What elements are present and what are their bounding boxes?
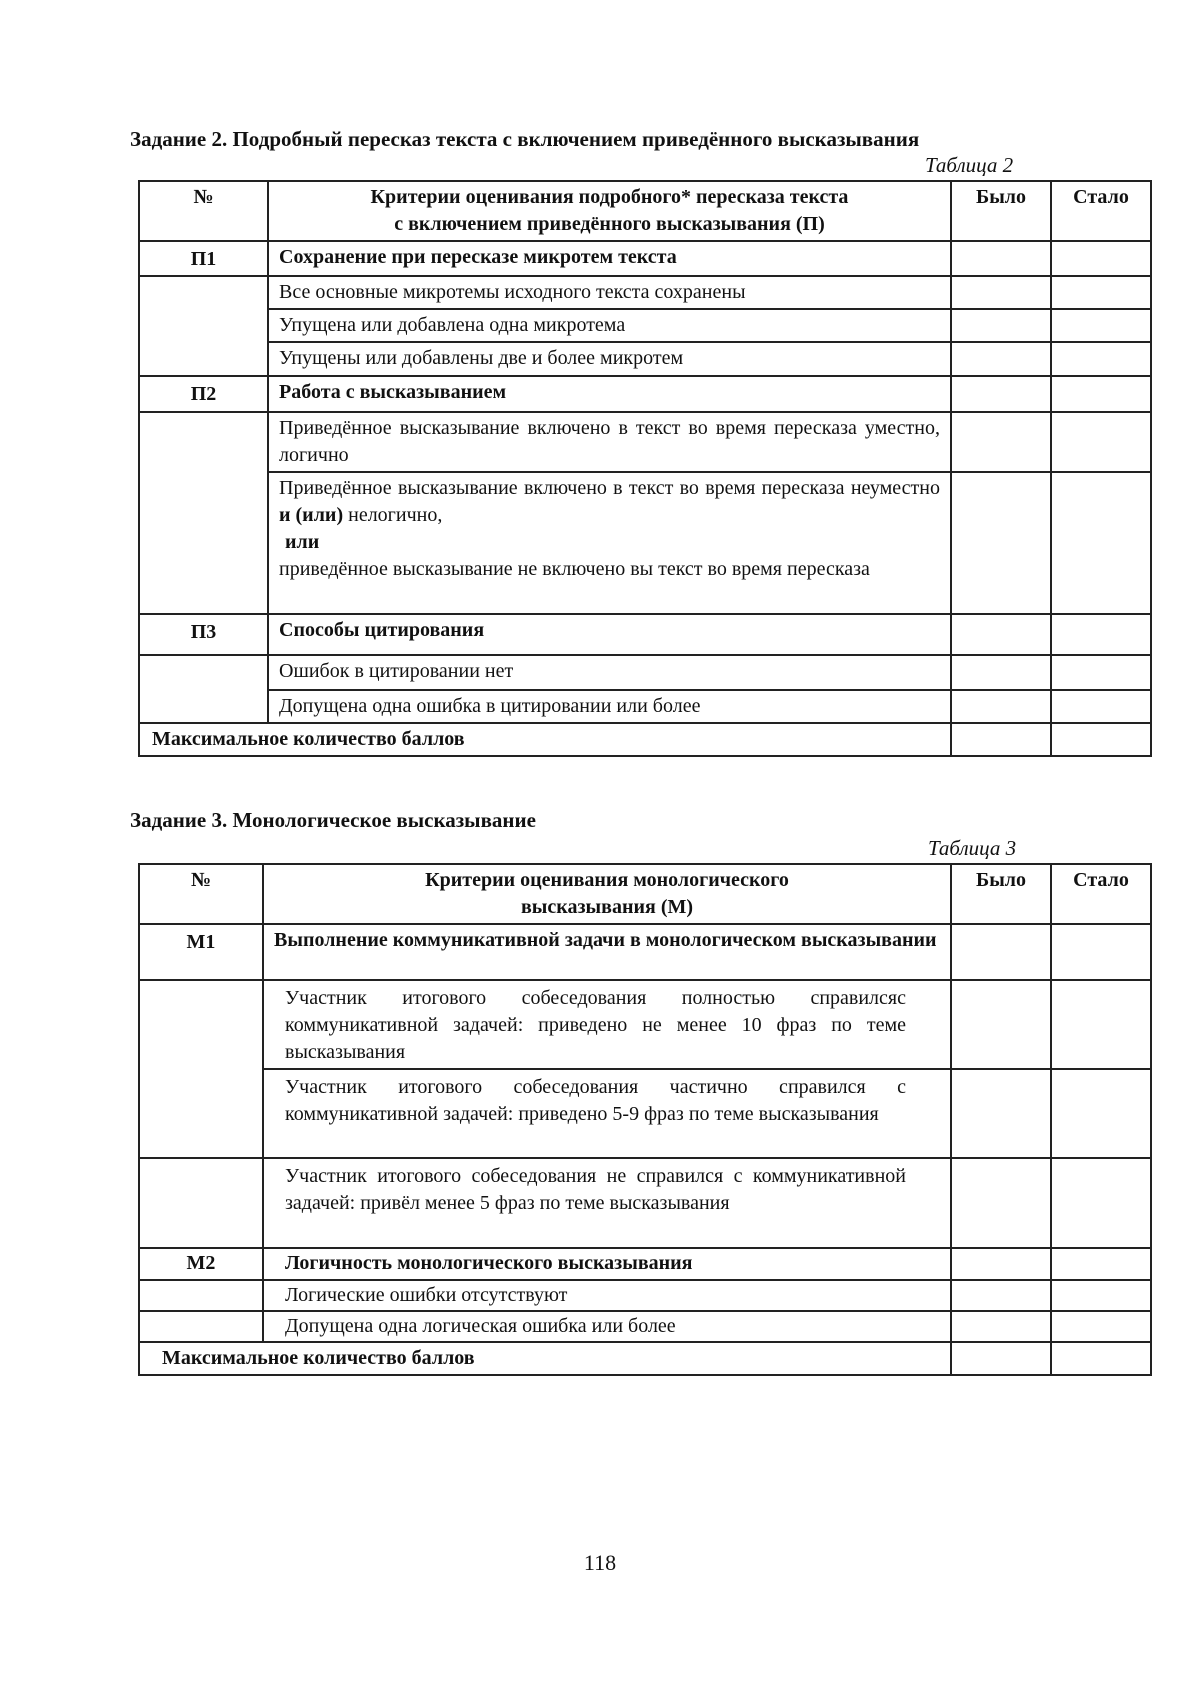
score-became-cell[interactable]	[1051, 342, 1151, 376]
score-became-cell[interactable]	[1051, 614, 1151, 655]
criterion-item: Упущены или добавлены две и более микротем	[268, 342, 951, 376]
criterion-item-text: Приведённое высказывание включено в текст во время пересказа неуместно	[279, 477, 940, 499]
score-was-cell[interactable]	[951, 690, 1051, 723]
table-row	[139, 1248, 1151, 1280]
criterion-item: Логические ошибки отсутствуют	[263, 1280, 951, 1311]
score-was-cell[interactable]	[951, 980, 1051, 1069]
score-was-cell[interactable]	[951, 309, 1051, 342]
table-row	[139, 723, 1151, 756]
score-became-cell[interactable]	[1051, 309, 1151, 342]
score-became-cell[interactable]	[1051, 1311, 1151, 1342]
score-was-cell[interactable]	[951, 376, 1051, 412]
score-became-cell[interactable]	[1051, 1342, 1151, 1375]
table-row	[139, 412, 1151, 472]
table-row	[139, 309, 1151, 342]
table2	[138, 180, 1152, 757]
criterion-title: Работа с высказыванием	[268, 376, 951, 412]
table3-header-criteria	[263, 864, 951, 924]
table-row	[139, 342, 1151, 376]
score-was-cell[interactable]	[951, 1248, 1051, 1280]
criterion-item: Допущена одна ошибка в цитировании или более	[268, 690, 951, 723]
criterion-title: Выполнение коммуникативной задачи в монологическом высказывании	[263, 924, 951, 980]
table-row	[139, 1311, 1151, 1342]
score-was-cell[interactable]	[951, 1069, 1051, 1158]
page-number: 118	[583, 1550, 617, 1575]
score-became-cell[interactable]	[1051, 276, 1151, 309]
empty-code-cell	[139, 1280, 263, 1311]
task3-heading: Задание 3. Монологическое высказывание	[130, 808, 536, 832]
criterion-title: Способы цитирования	[268, 614, 951, 655]
table-row	[139, 472, 1151, 614]
table-row	[139, 980, 1151, 1069]
table3-caption: Таблица 3	[928, 836, 1017, 860]
table-row	[139, 241, 1151, 276]
table-row	[139, 276, 1151, 309]
criterion-item-bold: и (или)	[279, 504, 344, 526]
criterion-item: Допущена одна логическая ошибка или более	[263, 1311, 951, 1342]
score-became-cell[interactable]	[1051, 1248, 1151, 1280]
score-was-cell[interactable]	[951, 342, 1051, 376]
criterion-code: М2	[139, 1248, 263, 1280]
table2-caption: Таблица 2	[925, 153, 1014, 177]
score-was-cell[interactable]	[951, 614, 1051, 655]
empty-code-cell	[139, 1158, 263, 1248]
max-points-label: Максимальное количество баллов	[139, 723, 951, 756]
criterion-code: П2	[139, 376, 268, 412]
score-was-cell[interactable]	[951, 1280, 1051, 1311]
table2-header-num: №	[139, 181, 268, 241]
table-row	[139, 614, 1151, 655]
score-became-cell[interactable]	[1051, 980, 1151, 1069]
empty-code-cell	[139, 276, 268, 376]
max-points-label: Максимальное количество баллов	[139, 1342, 951, 1375]
empty-code-cell	[139, 412, 268, 614]
criterion-code: М1	[139, 924, 263, 980]
table2-header-became: Стало	[1051, 181, 1151, 241]
criterion-code: П3	[139, 614, 268, 655]
score-became-cell[interactable]	[1051, 723, 1151, 756]
table-row	[139, 1280, 1151, 1311]
score-was-cell[interactable]	[951, 1342, 1051, 1375]
table-row	[139, 690, 1151, 723]
score-was-cell[interactable]	[951, 1311, 1051, 1342]
criterion-item-text: приведённое высказывание не включено вы текст во время пересказа	[279, 558, 870, 580]
criterion-item: Участник итогового собеседования полностью справилсяс коммуникативной задачей: приведено не менее 10 фраз по теме высказывания	[263, 980, 951, 1069]
score-was-cell[interactable]	[951, 723, 1051, 756]
score-was-cell[interactable]	[951, 412, 1051, 472]
score-became-cell[interactable]	[1051, 472, 1151, 614]
empty-code-cell	[139, 980, 263, 1158]
table2-header-criteria-line2: с включением приведённого высказывания (П)	[394, 213, 825, 235]
table3-header-criteria-line2: высказывания (М)	[520, 896, 694, 918]
table3-header-num: №	[139, 864, 263, 924]
score-became-cell[interactable]	[1051, 241, 1151, 276]
criterion-item: Упущена или добавлена одна микротема	[268, 309, 951, 342]
criterion-code: П1	[139, 241, 268, 276]
criterion-item: Участник итогового собеседования не справился с коммуникативной задачей: привёл менее 5 фраз по теме высказывания	[263, 1158, 951, 1248]
criterion-item: Ошибок в цитировании нет	[268, 655, 951, 690]
score-became-cell[interactable]	[1051, 924, 1151, 980]
score-was-cell[interactable]	[951, 241, 1051, 276]
score-was-cell[interactable]	[951, 655, 1051, 690]
criterion-item: Все основные микротемы исходного текста сохранены	[268, 276, 951, 309]
table3-header-criteria-line1: Критерии оценивания монологического	[425, 869, 789, 891]
empty-code-cell	[139, 655, 268, 723]
table-row	[139, 1158, 1151, 1248]
table3	[138, 863, 1152, 1376]
criterion-item: Участник итогового собеседования частично справился с коммуникативной задачей: приведено 5-9 фраз по теме высказывания	[263, 1069, 951, 1158]
table3-header-row	[139, 864, 1151, 924]
table3-header-was: Было	[951, 864, 1051, 924]
criterion-title: Сохранение при пересказе микротем текста	[268, 241, 951, 276]
score-became-cell[interactable]	[1051, 1069, 1151, 1158]
score-was-cell[interactable]	[951, 276, 1051, 309]
score-became-cell[interactable]	[1051, 412, 1151, 472]
table-row	[139, 1069, 1151, 1158]
table2-header-criteria	[268, 181, 951, 241]
score-was-cell[interactable]	[951, 472, 1051, 614]
score-became-cell[interactable]	[1051, 655, 1151, 690]
criterion-item-text: нелогично,	[348, 504, 443, 526]
criterion-item-or: или	[285, 531, 320, 553]
table-row	[139, 655, 1151, 690]
table2-header-criteria-line1: Критерии оценивания подробного* пересказа текста	[370, 186, 849, 208]
score-became-cell[interactable]	[1051, 1280, 1151, 1311]
criterion-item	[268, 472, 951, 614]
table-row	[139, 924, 1151, 980]
criterion-title: Логичность монологического высказывания	[263, 1248, 951, 1280]
table3-header-became: Стало	[1051, 864, 1151, 924]
table2-header-was: Было	[951, 181, 1051, 241]
criterion-item: Приведённое высказывание включено в текст во время пересказа уместно, логично	[268, 412, 951, 472]
score-was-cell[interactable]	[951, 1158, 1051, 1248]
table-row	[139, 1342, 1151, 1375]
empty-code-cell	[139, 1311, 263, 1342]
score-was-cell[interactable]	[951, 924, 1051, 980]
task2-heading: Задание 2. Подробный пересказ текста с включением приведённого высказывания	[130, 127, 920, 151]
score-became-cell[interactable]	[1051, 1158, 1151, 1248]
table-row	[139, 376, 1151, 412]
table2-header-row	[139, 181, 1151, 241]
score-became-cell[interactable]	[1051, 376, 1151, 412]
score-became-cell[interactable]	[1051, 690, 1151, 723]
